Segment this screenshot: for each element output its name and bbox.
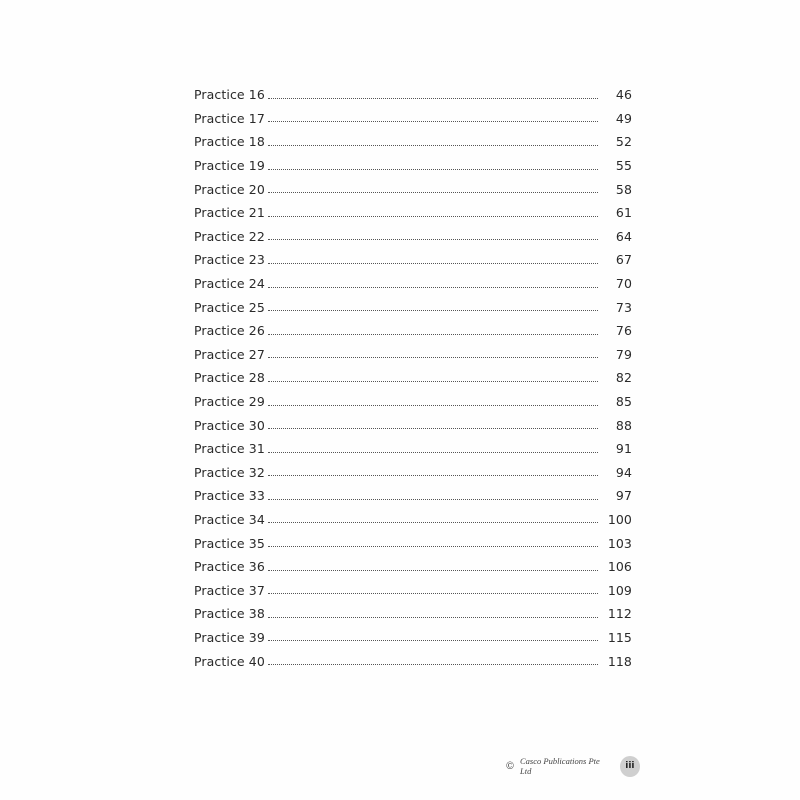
toc-entry <box>194 626 632 650</box>
toc-dot-leader <box>268 333 598 335</box>
toc-entry-label: Practice 32 <box>194 464 265 480</box>
toc-dot-leader <box>268 215 598 217</box>
toc-entry-label: Practice 40 <box>194 653 265 669</box>
toc-entry-label: Practice 30 <box>194 417 265 433</box>
toc-dot-leader <box>268 663 598 665</box>
toc-entry-page: 46 <box>615 87 632 103</box>
toc-entry <box>194 130 632 154</box>
toc-dot-leader <box>268 262 598 264</box>
toc-entry-page: 112 <box>607 606 632 622</box>
toc-dot-leader <box>268 191 598 193</box>
toc-dot-leader <box>268 521 598 523</box>
page-footer <box>505 755 640 777</box>
toc-entry-label: Practice 35 <box>194 535 265 551</box>
toc-entry <box>194 248 632 272</box>
toc-entry-label: Practice 38 <box>194 606 265 622</box>
toc-entry-label: Practice 26 <box>194 323 265 339</box>
toc-entry <box>194 154 632 178</box>
toc-entry-label: Practice 37 <box>194 582 265 598</box>
toc-dot-leader <box>268 309 598 311</box>
toc-entry <box>194 319 632 343</box>
toc-entry-page: 82 <box>615 370 632 386</box>
toc-dot-leader <box>268 474 598 476</box>
toc-entry-page: 103 <box>607 535 632 551</box>
toc-entry <box>194 201 632 225</box>
toc-entry-page: 55 <box>615 158 632 174</box>
toc-entry-label: Practice 28 <box>194 370 265 386</box>
toc-entry-label: Practice 39 <box>194 629 265 645</box>
toc-entry-page: 85 <box>615 394 632 410</box>
toc-entry-page: 73 <box>615 299 632 315</box>
toc-entry-page: 100 <box>607 511 632 527</box>
toc-entry <box>194 177 632 201</box>
toc-entry-label: Practice 19 <box>194 158 265 174</box>
toc-entry <box>194 531 632 555</box>
toc-entry-page: 49 <box>615 110 632 126</box>
toc-dot-leader <box>268 120 598 122</box>
toc-dot-leader <box>268 639 598 641</box>
toc-entry <box>194 437 632 461</box>
toc-entry <box>194 484 632 508</box>
toc-dot-leader <box>268 616 598 618</box>
toc-entry-page: 88 <box>615 417 632 433</box>
toc-entry-page: 106 <box>607 559 632 575</box>
toc-entry-page: 115 <box>607 629 632 645</box>
toc-dot-leader <box>268 97 598 99</box>
toc-entry-page: 67 <box>615 252 632 268</box>
toc-dot-leader <box>268 545 598 547</box>
toc-dot-leader <box>268 356 598 358</box>
toc-entry-page: 79 <box>615 346 632 362</box>
toc-dot-leader <box>268 238 598 240</box>
toc-entry <box>194 578 632 602</box>
toc-entry <box>194 272 632 296</box>
toc-entry-page: 97 <box>615 488 632 504</box>
toc-entry-page: 118 <box>607 653 632 669</box>
toc-dot-leader <box>268 569 598 571</box>
toc-entry <box>194 225 632 249</box>
copyright-icon: © <box>505 760 515 772</box>
toc-dot-leader <box>268 404 598 406</box>
toc-entry-label: Practice 20 <box>194 181 265 197</box>
toc-dot-leader <box>268 286 598 288</box>
toc-entry <box>194 366 632 390</box>
toc-entry-label: Practice 25 <box>194 299 265 315</box>
toc-entry-page: 58 <box>615 181 632 197</box>
toc-entry-page: 109 <box>607 582 632 598</box>
toc-entry <box>194 390 632 414</box>
toc-entry <box>194 107 632 131</box>
toc-entry <box>194 413 632 437</box>
toc-entry-page: 64 <box>615 228 632 244</box>
toc-entry-label: Practice 17 <box>194 110 265 126</box>
toc-entry-page: 76 <box>615 323 632 339</box>
toc-entry <box>194 343 632 367</box>
toc-entry-label: Practice 24 <box>194 276 265 292</box>
toc-entry-label: Practice 18 <box>194 134 265 150</box>
toc-entry <box>194 461 632 485</box>
toc-dot-leader <box>268 144 598 146</box>
toc-entry-label: Practice 21 <box>194 205 265 221</box>
toc-entry <box>194 649 632 673</box>
toc-entry-label: Practice 33 <box>194 488 265 504</box>
toc-entry-page: 61 <box>615 205 632 221</box>
toc-entry <box>194 508 632 532</box>
toc-entry-page: 52 <box>615 134 632 150</box>
toc-entry <box>194 295 632 319</box>
toc-entry <box>194 602 632 626</box>
toc-entry-label: Practice 34 <box>194 511 265 527</box>
toc-entry-label: Practice 31 <box>194 441 265 457</box>
toc-entry-page: 91 <box>615 441 632 457</box>
toc-entry-label: Practice 23 <box>194 252 265 268</box>
toc-entry-page: 94 <box>615 464 632 480</box>
table-of-contents <box>194 83 632 673</box>
toc-entry-label: Practice 22 <box>194 228 265 244</box>
toc-dot-leader <box>268 592 598 594</box>
toc-entry-label: Practice 36 <box>194 559 265 575</box>
toc-entry-label: Practice 27 <box>194 346 265 362</box>
page-number-badge: iii <box>620 756 640 777</box>
publisher-name: Casco Publications Pte Ltd <box>520 756 600 776</box>
toc-dot-leader <box>268 168 598 170</box>
toc-dot-leader <box>268 380 598 382</box>
toc-entry <box>194 555 632 579</box>
toc-dot-leader <box>268 427 598 429</box>
toc-dot-leader <box>268 498 598 500</box>
toc-entry-label: Practice 29 <box>194 394 265 410</box>
toc-entry-page: 70 <box>615 276 632 292</box>
toc-entry-label: Practice 16 <box>194 87 265 103</box>
toc-dot-leader <box>268 451 598 453</box>
toc-entry <box>194 83 632 107</box>
